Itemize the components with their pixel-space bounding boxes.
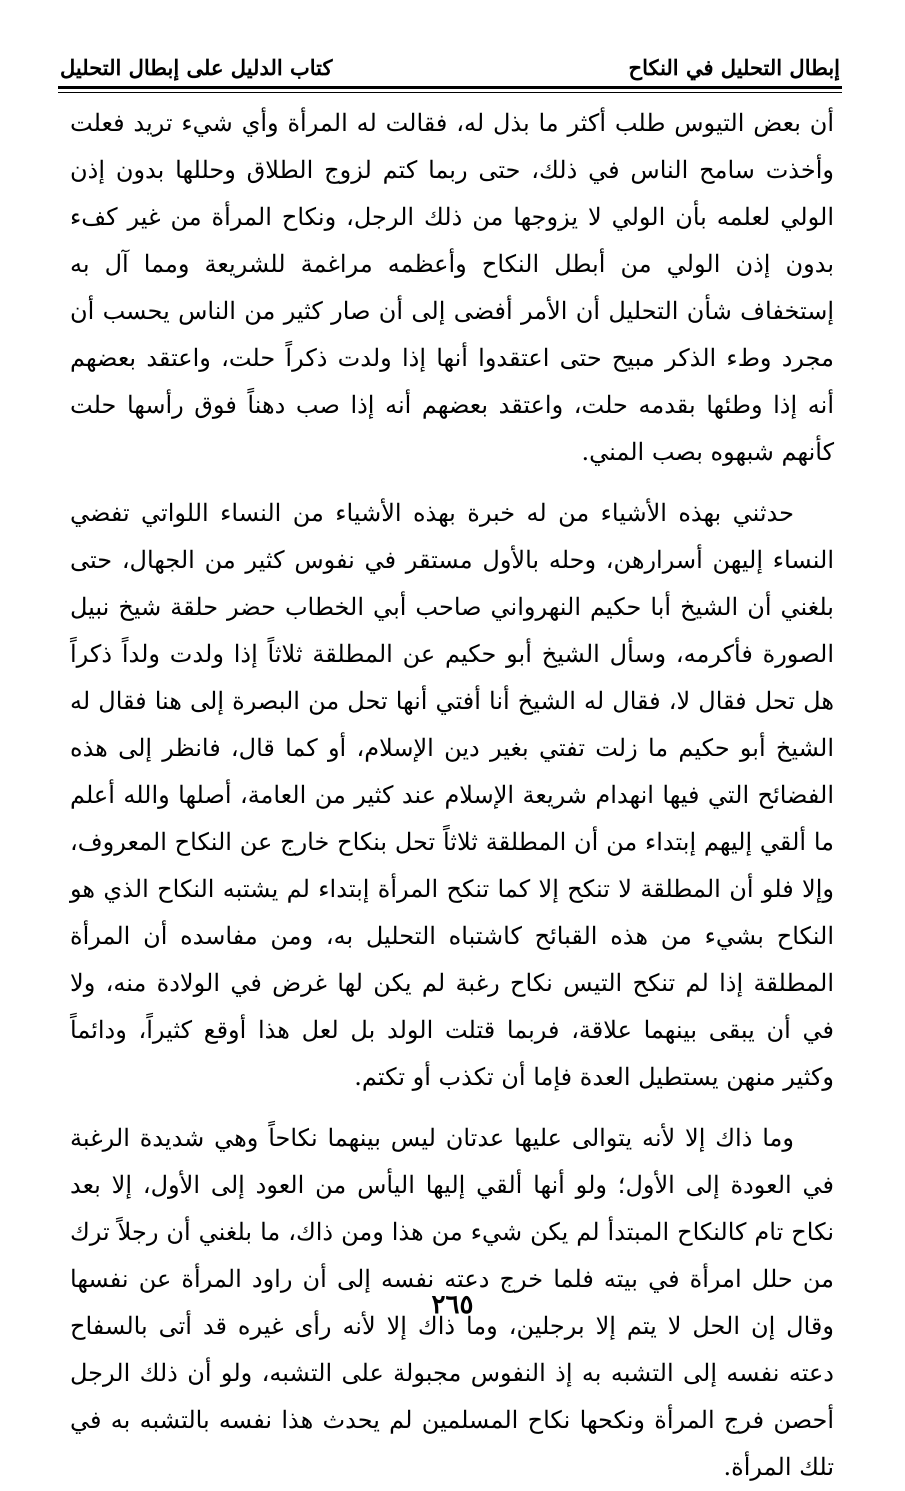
header-rule-thick [58,86,842,89]
header-book-title: كتاب الدليل على إبطال التحليل [60,55,333,80]
page-number: ٢٦٥ [431,1290,474,1320]
running-header [60,40,840,80]
paragraph-1: أن بعض التيوس طلب أكثر ما بذل له، فقالت له المرأة وأي شيء تريد فعلت وأخذت سامح الناس في ذلك، حتى ربما كتم لزوج الطلاق وحللها بدون إذن الولي لعلمه بأن الولي لا يزوجها من ذلك الرجل، ونكاح المرأة من غير كفء بدون إذن الولي من أبطل النكاح وأعظمه مراغمة للشريعة ومما آل به إستخفاف شأن التحليل أن الأمر أفضى إلى أن صار كثير من الناس يحسب أن مجرد وطء الذكر مبيح حتى اعتقدوا أنها إذا ولدت ذكراً حلت، واعتقد بعضهم أنه إذا وطئها بقدمه حلت، واعتقد بعضهم أنه إذا صب دهناً فوق رأسها حلت كأنهم شبهوه بصب المني. [70,109,834,466]
header-chapter-title: إبطال التحليل في النكاح [628,55,840,80]
header-rule-thin [58,92,842,93]
paragraph-3: وما ذاك إلا لأنه يتوالى عليها عدتان ليس بينهما نكاحاً وهي شديدة الرغبة في العودة إلى الأول؛ ولو أنها ألقي إليها اليأس من العود إلى الأول، إلا بعد نكاح تام كالنكاح المبتدأ لم يكن شيء من هذا ومن ذاك، ما بلغني أن رجلاً ترك من حلل امرأة في بيته فلما خرج دعته نفسه إلى أن راود المرأة عن نفسها وقال إن الحل لا يتم إلا برجلين، وما ذاك إلا لأنه رأى غيره قد أتى بالسفاح دعته نفسه إلى التشبه به إذ النفوس مجبولة على التشبه، ولو أن ذلك الرجل أحصن فرج المرأة ونكحها نكاح المسلمين لم يحدث هذا نفسه بالتشبه به في تلك المرأة. [70,1124,834,1481]
body-text [70,100,834,1491]
paragraph-2: حدثني بهذه الأشياء من له خبرة بهذه الأشياء من النساء اللواتي تفضي النساء إليهن أسرارهن، وحله بالأول مستقر في نفوس كثير من الجهال، حتى بلغني أن الشيخ أبا حكيم النهرواني صاحب أبي الخطاب حضر حلقة شيخ نبيل الصورة فأكرمه، وسأل الشيخ أبو حكيم عن المطلقة ثلاثاً إذا ولدت ولداً ذكراً هل تحل فقال لا، فقال له الشيخ أنا أفتي أنها تحل من البصرة إلى هنا فقال له الشيخ أبو حكيم ما زلت تفتي بغير دين الإسلام، أو كما قال، فانظر إلى هذه الفضائح التي فيها انهدام شريعة الإسلام عند كثير من العامة، أصلها والله أعلم ما ألقي إليهم إبتداء من أن المطلقة ثلاثاً تحل بنكاح خارج عن النكاح المعروف، وإلا فلو أن المطلقة لا تنكح إلا كما تنكح المرأة إبتداء لم يشتبه النكاح الذي هو النكاح بشيء من هذه القبائح كاشتباه التحليل به، ومن مفاسده أن المرأة المطلقة إذا لم تنكح التيس نكاح رغبة لم يكن لها غرض في الولادة منه، ولا في أن يبقى بينهما علاقة، فربما قتلت الولد بل لعل هذا أوقع كثيراً، ودائماً وكثير منهن يستطيل العدة فإما أن تكذب أو تكتم. [70,499,834,1091]
